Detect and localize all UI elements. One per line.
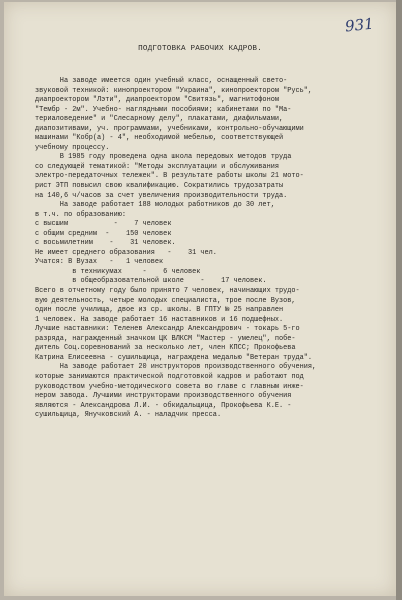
text-line: В 1985 году проведена одна школа передовых методов труда <box>35 153 292 162</box>
text-line: диапозитивами, уч. программами, учебниками, контрольно-обучающими <box>35 124 304 133</box>
text-line: нером завода. Лучшими инструкторами производственного обучения <box>35 392 292 401</box>
text-line: Не имеет среднего образования - 31 чел. <box>35 248 217 257</box>
text-line: которые занимаются практической подготовкой кадров и работают под <box>35 372 304 381</box>
text-line: На заводе имеется один учебный класс, оснащенный свето- <box>35 77 288 85</box>
text-line: со следующей тематикой: "Методы эксплуатации и обслуживания <box>35 162 279 171</box>
text-line: 1 человек. На заводе работает 16 наставников и 16 подшефных. <box>35 315 284 324</box>
text-line: Учатся: В Вузах - 1 человек <box>35 258 164 267</box>
text-line: На заводе работает 188 молодых работников до 30 лет, <box>35 201 275 210</box>
text-line: являются - Александрова Л.И. - обкидальщица, Прокофьева К.Е. - <box>35 401 292 410</box>
text-line: учебному процессу. <box>35 143 110 152</box>
text-line: сушильщица, Янучковский А. - наладчик пресса. <box>35 411 222 420</box>
text-line: звуковой техникой: кинопроектором "Украина", кинопроектором "Русь", <box>35 86 313 95</box>
text-line: с общим средним - 150 человек <box>35 229 172 238</box>
text-line: Всего в отчетному году было принято 7 человек, начинающих трудо- <box>35 287 300 296</box>
handwritten-page-number: 931 <box>344 14 375 36</box>
text-line: рист ЭТП повысил свою квалификацию. Сократились трудозатраты <box>35 182 284 191</box>
text-line: с восьмилетним - 31 человек. <box>35 239 176 248</box>
text-line: один после училища, двое из ср. школы. В ГПТУ № 25 направлен <box>35 306 284 315</box>
text-line: машинами "Кобр(а) - 4", необходимой мебелью, соответствующей <box>35 134 284 143</box>
document-page <box>4 2 396 596</box>
document-body <box>35 77 387 421</box>
text-line: "Тембр - 2м". Учебно- наглядными пособиями; кабинетами по "Ма- <box>35 105 292 114</box>
text-line: в т.ч. по образованию: <box>35 210 126 219</box>
text-line: руководством учебно-методического совета во главе с главным инже- <box>35 382 304 391</box>
text-line: диапроектором "Лэти", диапроектором "Свитязь", магнитофоном <box>35 96 279 105</box>
text-line: в техникумах - 6 человек <box>35 267 201 276</box>
text-line: Лучшие наставники: Теленев Александр Александрович - токарь 5-го <box>35 325 300 334</box>
text-line: На заводе работает 20 инструкторов производственного обучения, <box>35 363 317 372</box>
text-line: дитель Соц.соревнований за несколько лет, член КПСС; Прокофьева <box>35 344 296 353</box>
text-line: териаловедение" и "Слесарному делу", плакатами, диафильмами, <box>35 115 284 124</box>
document-title: ПОДГОТОВКА РАБОЧИХ КАДРОВ. <box>138 45 262 53</box>
text-line: электро-передаточных тележек". В результате работы школы 21 мото- <box>35 172 304 181</box>
text-line: на 140,6 ч/часов за счет увеличения производительности труда. <box>35 191 288 200</box>
text-line: Катрина Елисеевна - сушильщица, награждена медалью "Ветеран труда". <box>35 353 313 362</box>
scan-edge <box>396 0 402 600</box>
text-line: с высшим - 7 человек <box>35 220 172 229</box>
text-line: разряда, награжденный значком ЦК ВЛКСМ "Мастер - умелец", побе- <box>35 334 296 343</box>
text-line: вую деятельность, четыре молодых специалиста, трое после Вузов, <box>35 296 296 305</box>
text-line: в общеобразовательной школе - 17 человек. <box>35 277 267 286</box>
